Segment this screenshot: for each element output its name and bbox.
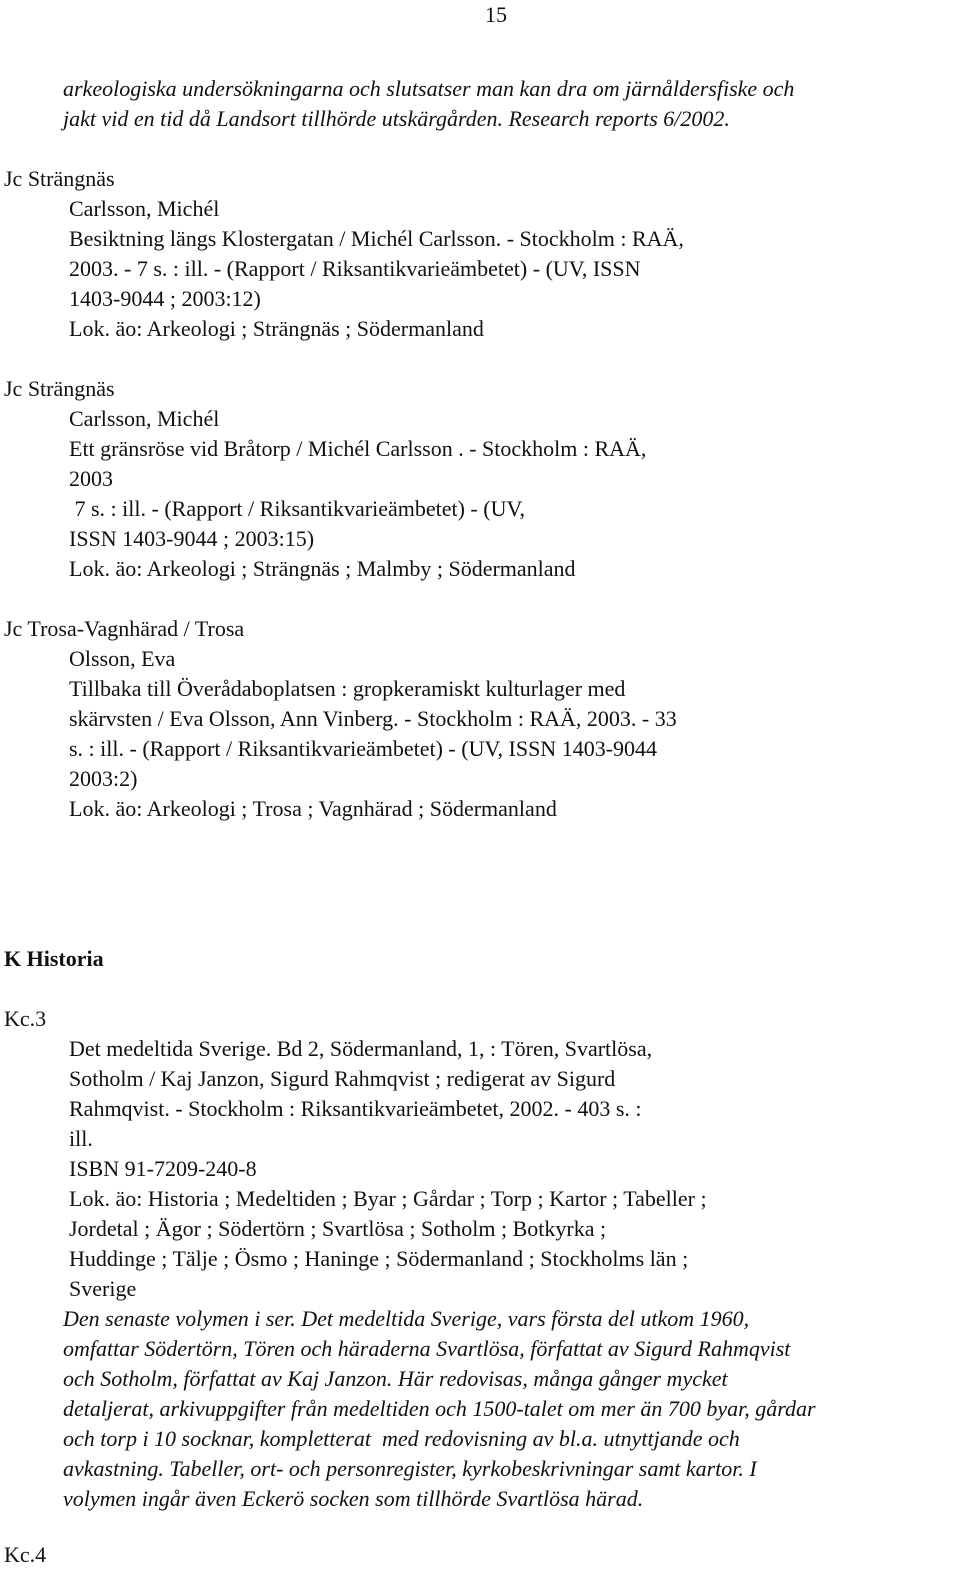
entry-keywords: Lok. äo: Arkeologi ; Trosa ; Vagnhärad ; Södermanland	[69, 796, 557, 821]
entry-line: Ett gränsröse vid Bråtorp / Michél Carlsson . - Stockholm : RAÄ,	[69, 436, 647, 461]
entry-keywords: Lok. äo: Arkeologi ; Strängnäs ; Södermanland	[69, 316, 484, 341]
entry-note-line: och Sotholm, författat av Kaj Janzon. Här redovisas, många gånger mycket	[63, 1366, 728, 1391]
intro-line: jakt vid en tid då Landsort tillhörde utskärgården. Research reports 6/2002.	[63, 106, 730, 131]
entry-note-line: detaljerat, arkivuppgifter från medeltiden och 1500-talet om mer än 700 byar, gårdar	[63, 1396, 816, 1421]
entry-line: 1403-9044 ; 2003:12)	[69, 286, 261, 311]
entry-line: 2003:2)	[69, 766, 138, 791]
entry-author: Carlsson, Michél	[69, 406, 220, 431]
entry-note-line: avkastning. Tabeller, ort- och personregister, kyrkobeskrivningar samt kartor. I	[63, 1456, 757, 1481]
entry-line: Besiktning längs Klostergatan / Michél Carlsson. - Stockholm : RAÄ,	[69, 226, 684, 251]
entry-heading: Jc Strängnäs	[4, 376, 115, 401]
entry-code: Kc.3	[4, 1006, 47, 1031]
entry-keywords: Jordetal ; Ägor ; Södertörn ; Svartlösa ; Sotholm ; Botkyrka ;	[69, 1216, 607, 1241]
entry-note-line: och torp i 10 socknar, kompletterat med redovisning av bl.a. utnyttjande och	[63, 1426, 740, 1451]
entry-heading: Jc Strängnäs	[4, 166, 115, 191]
entry-note-line: omfattar Södertörn, Tören och häraderna Svartlösa, författat av Sigurd Rahmqvist	[63, 1336, 791, 1361]
entry-author: Carlsson, Michél	[69, 196, 220, 221]
page-number: 15	[485, 2, 507, 27]
section-heading: K Historia	[4, 946, 104, 971]
entry-line: 2003	[69, 466, 113, 491]
intro-line: arkeologiska undersökningarna och slutsatser man kan dra om järnåldersfiske och	[63, 76, 795, 101]
entry-line: 7 s. : ill. - (Rapport / Riksantikvarieämbetet) - (UV,	[69, 496, 526, 521]
entry-code: Kc.4	[4, 1542, 47, 1567]
entry-line: Det medeltida Sverige. Bd 2, Södermanland, 1, : Tören, Svartlösa,	[69, 1036, 653, 1061]
entry-note-line: Den senaste volymen i ser. Det medeltida Sverige, vars första del utkom 1960,	[63, 1306, 750, 1331]
entry-line: ill.	[69, 1126, 93, 1151]
entry-note-line: volymen ingår även Eckerö socken som tillhörde Svartlösa härad.	[63, 1486, 644, 1511]
entry-line: s. : ill. - (Rapport / Riksantikvarieämbetet) - (UV, ISSN 1403-9044	[69, 736, 658, 761]
entry-heading: Jc Trosa-Vagnhärad / Trosa	[4, 616, 245, 641]
entry-line: skärvsten / Eva Olsson, Ann Vinberg. - Stockholm : RAÄ, 2003. - 33	[69, 706, 677, 731]
entry-line: Tillbaka till Överådaboplatsen : gropkeramiskt kulturlager med	[69, 676, 626, 701]
entry-author: Olsson, Eva	[69, 646, 176, 671]
entry-line: ISSN 1403-9044 ; 2003:15)	[69, 526, 315, 551]
entry-isbn: ISBN 91-7209-240-8	[69, 1156, 257, 1181]
entry-keywords: Lok. äo: Historia ; Medeltiden ; Byar ; Gårdar ; Torp ; Kartor ; Tabeller ;	[69, 1186, 707, 1211]
entry-keywords: Lok. äo: Arkeologi ; Strängnäs ; Malmby ; Södermanland	[69, 556, 576, 581]
entry-keywords: Sverige	[69, 1276, 137, 1301]
entry-line: Rahmqvist. - Stockholm : Riksantikvarieämbetet, 2002. - 403 s. :	[69, 1096, 642, 1121]
entry-line: 2003. - 7 s. : ill. - (Rapport / Riksantikvarieämbetet) - (UV, ISSN	[69, 256, 641, 281]
entry-keywords: Huddinge ; Tälje ; Ösmo ; Haninge ; Södermanland ; Stockholms län ;	[69, 1246, 689, 1271]
entry-line: Sotholm / Kaj Janzon, Sigurd Rahmqvist ; redigerat av Sigurd	[69, 1066, 616, 1091]
